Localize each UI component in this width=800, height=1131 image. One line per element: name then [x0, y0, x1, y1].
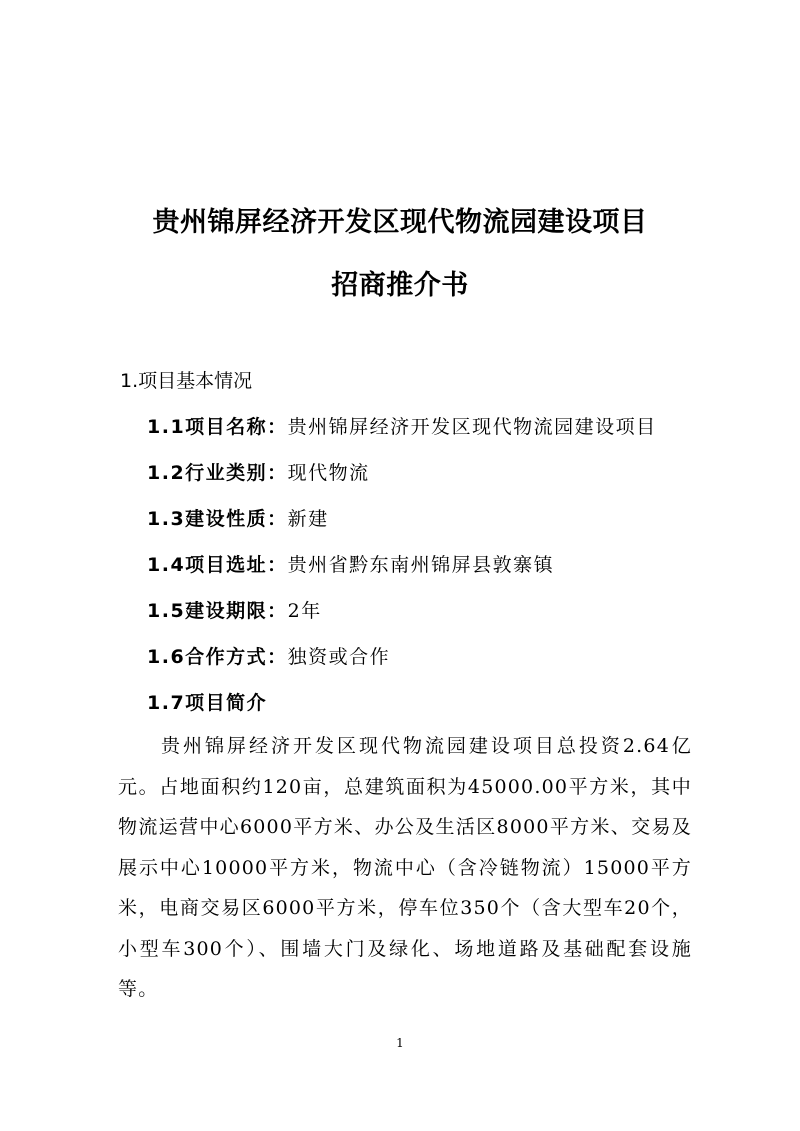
item-label: 1.7项目简介 [147, 692, 268, 714]
page-number: 1 [396, 1036, 404, 1050]
project-introduction [118, 726, 692, 1010]
item-label: 1.6合作方式： [147, 646, 288, 668]
item-project-name [147, 412, 657, 439]
item-value: 贵州省黔东南州锦屏县敦寨镇 [287, 554, 555, 576]
item-label: 1.5建设期限： [147, 600, 288, 622]
item-value: 贵州锦屏经济开发区现代物流园建设项目 [287, 416, 657, 438]
document-title: 贵州锦屏经济开发区现代物流园建设项目 [152, 207, 648, 238]
item-value: 新建 [287, 508, 329, 530]
section-heading: 1.项目基本情况 [120, 370, 253, 392]
item-label: 1.4项目选址： [147, 554, 288, 576]
item-industry [147, 458, 370, 485]
item-construction-nature [147, 504, 329, 531]
item-label: 1.3建设性质： [147, 508, 288, 530]
item-cooperation [147, 642, 390, 669]
item-value: 独资或合作 [287, 646, 391, 668]
item-location [147, 550, 554, 577]
document-subtitle: 招商推介书 [331, 270, 469, 301]
item-value: 2年 [287, 600, 322, 622]
item-label: 1.2行业类别： [147, 462, 288, 484]
item-value: 现代物流 [287, 462, 370, 484]
item-introduction-heading [147, 688, 267, 715]
introduction-text: 贵州锦屏经济开发区现代物流园建设项目总投资2.64亿元。占地面积约120亩，总建筑面积为45000.00平方米，其中物流运营中心6000平方米、办公及生活区8000平方米、交易及展示中心10000平方米，物流中心（含冷链物流）15000平方米，电商交易区6000平方米，停车位350个（含大型车20个，小型车300个）、围墙大门及绿化、场地道路及基础配套设施等。 [118, 735, 692, 1000]
item-period [147, 596, 322, 623]
item-label: 1.1项目名称： [147, 416, 288, 438]
